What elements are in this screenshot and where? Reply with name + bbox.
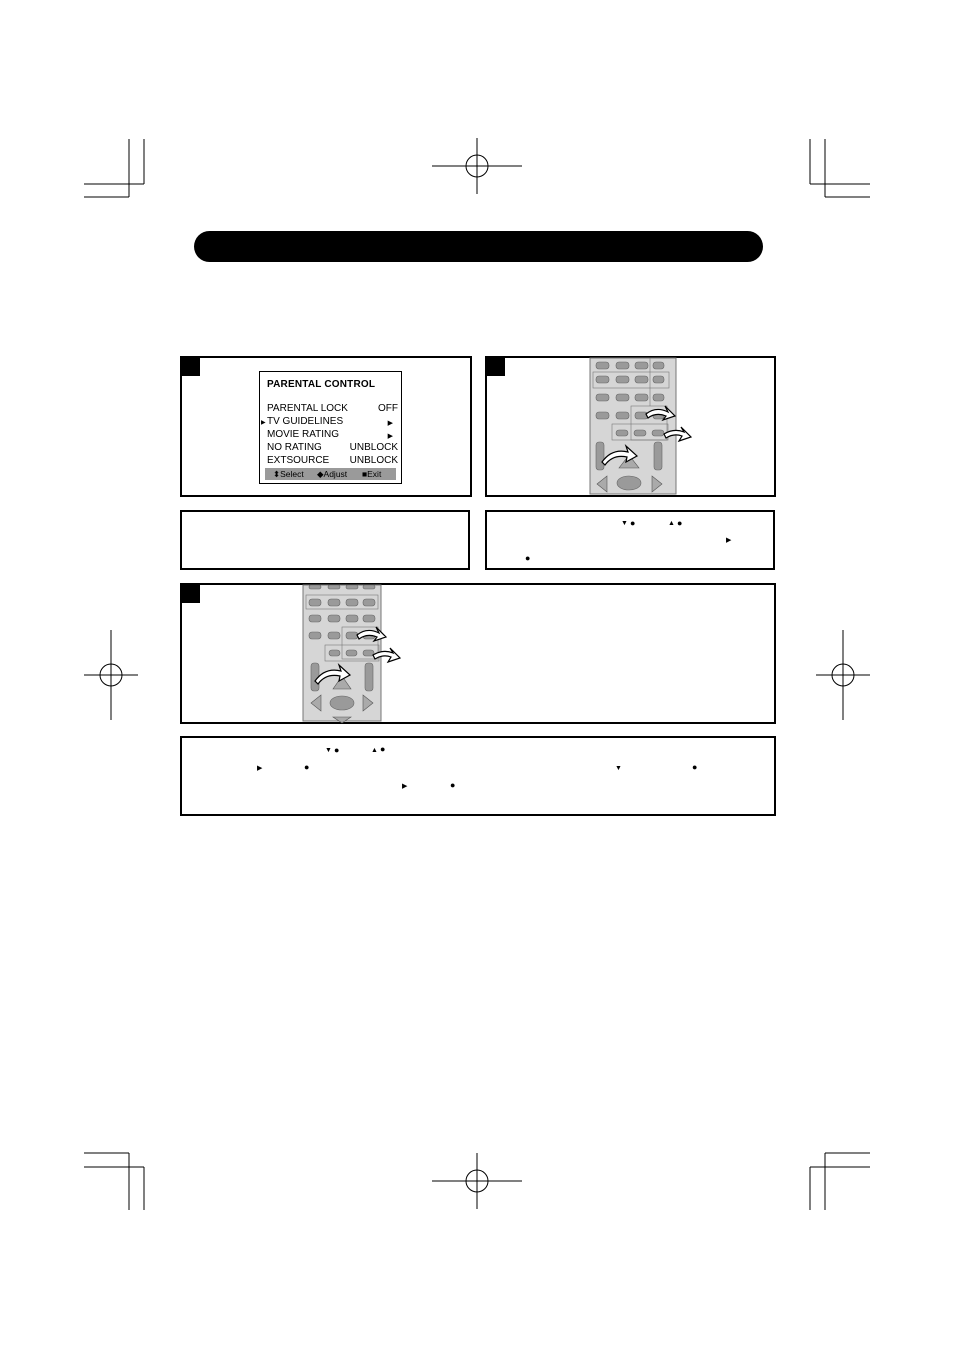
footer-exit-hint: ■Exit [362,469,382,479]
right-arrow-icon: ▶ [726,537,732,544]
down-arrow-icon: ▼ [325,747,332,754]
remote-control-illustration [590,358,678,494]
button-dot-icon: ● [630,518,636,528]
up-arrow-icon: ▲ [371,747,378,754]
menu-title: PARENTAL CONTROL [267,379,376,390]
right-arrow-icon: ▶ [257,765,263,772]
up-arrow-icon: ▲ [668,520,675,527]
cursor-arrow-icon: ▶ [261,420,266,426]
step-3-panel [180,583,776,724]
button-dot-icon: ● [692,762,698,772]
step-2-instruction-box [485,510,775,570]
button-dot-icon: ● [380,744,386,754]
step-marker [182,585,200,603]
menu-item-label: TV GUIDELINES [267,416,344,427]
menu-item-value: OFF [378,403,398,414]
right-arrow-icon: ▶ [402,783,408,790]
remote-control-illustration [303,585,383,723]
step-marker [487,358,505,376]
step-marker [182,358,200,376]
menu-item-value: UNBLOCK [349,442,398,453]
menu-item-no-rating [267,442,398,455]
menu-item-label: PARENTAL LOCK [267,403,348,414]
menu-item-label: EXTSOURCE [267,455,330,466]
submenu-arrow-icon: ▶ [387,433,393,440]
down-arrow-icon: ▼ [621,520,628,527]
button-dot-icon: ● [334,745,340,755]
menu-item-tv-guidelines [261,416,398,429]
parental-control-menu [259,371,402,484]
menu-item-parental-lock [267,403,398,416]
button-dot-icon: ● [677,518,683,528]
menu-item-movie-rating [267,429,398,442]
button-dot-icon: ● [304,762,310,772]
menu-item-label: NO RATING [267,442,322,453]
section-title-bar [194,231,763,262]
down-arrow-icon: ▼ [615,765,622,772]
button-dot-icon: ● [525,553,531,563]
footer-adjust-hint: ◆Adjust [317,469,348,479]
menu-item-label: MOVIE RATING [267,429,340,440]
button-dot-icon: ● [450,780,456,790]
step-3-instruction-box [180,736,776,816]
menu-footer [265,468,396,480]
footer-select-hint: ⬍Select [273,469,304,479]
menu-item-value: UNBLOCK [349,455,398,466]
step-1-instruction-box [180,510,470,570]
menu-item-extsource [267,455,398,468]
submenu-arrow-icon: ▶ [387,420,393,427]
